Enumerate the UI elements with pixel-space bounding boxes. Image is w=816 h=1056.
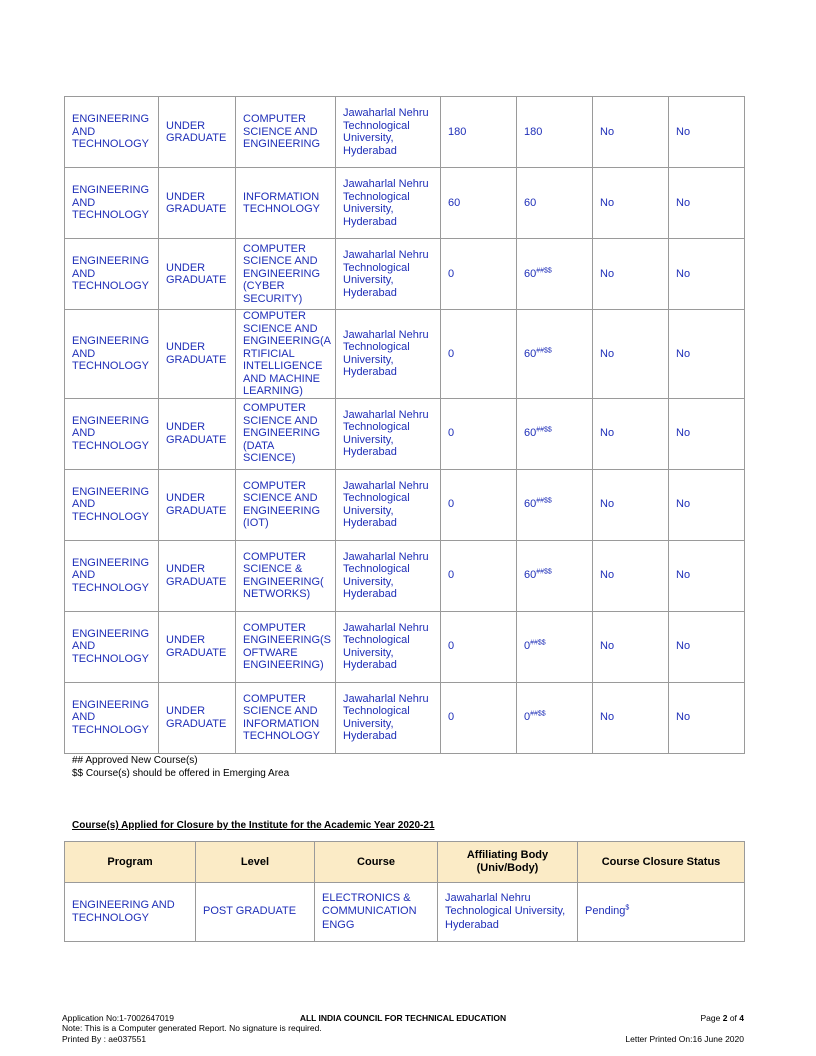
cell-intake-current [517, 239, 593, 310]
cell-col-b [669, 469, 745, 540]
cell-level-text: UNDER GRADUATE [166, 563, 227, 588]
cell-course [236, 97, 336, 168]
cell-level [159, 682, 236, 753]
header-course: Course [315, 842, 438, 883]
cell-program [65, 540, 159, 611]
cell-intake-approved [441, 469, 517, 540]
cell-course-text: COMPUTER ENGINEERING(S OFTWARE ENGINEERING) [243, 621, 332, 671]
cell-course-text: COMPUTER SCIENCE AND ENGINEERING (IOT) [243, 479, 321, 529]
cell-col-a-text: No [600, 125, 615, 138]
cell-col-a [593, 682, 669, 753]
cell-affiliating-body-text: Jawaharlal Nehru Technological University, Hyderabad [343, 692, 429, 742]
cell-affiliating-body-text: Jawaharlal Nehru Technological University, Hyderabad [343, 479, 429, 529]
cell-affiliating-body-text: Jawaharlal Nehru Technological University, Hyderabad [343, 107, 429, 157]
cell-col-a [593, 469, 669, 540]
cell-affiliating-body [336, 540, 441, 611]
cell-program [65, 611, 159, 682]
closure-course: ELECTRONICS & COMMUNICATION ENGG [315, 883, 438, 942]
cell-intake-approved-text: 60 [448, 196, 461, 209]
cell-intake-approved [441, 310, 517, 399]
intake-mark: ##$$ [536, 346, 552, 354]
cell-level-text: UNDER GRADUATE [166, 492, 227, 517]
closure-status [578, 883, 745, 942]
footer-council-name: ALL INDIA COUNCIL FOR TECHNICAL EDUCATION [299, 1013, 507, 1023]
cell-course-text: INFORMATION TECHNOLOGY [243, 190, 321, 215]
cell-program-text: ENGINEERING AND TECHNOLOGY [72, 255, 150, 293]
cell-col-a-text: No [600, 640, 615, 653]
cell-intake-current-text: 60 [524, 196, 537, 209]
cell-level-text: UNDER GRADUATE [166, 190, 227, 215]
course-row [65, 310, 745, 399]
cell-intake-current [517, 168, 593, 239]
cell-col-b [669, 168, 745, 239]
cell-col-a-text: No [600, 569, 615, 582]
cell-col-a-text: No [600, 711, 615, 724]
cell-course [236, 398, 336, 469]
cell-intake-current [517, 398, 593, 469]
cell-col-b-text: No [676, 196, 691, 209]
approved-courses-table [64, 96, 745, 754]
header-closure-status: Course Closure Status [578, 842, 745, 883]
page-prefix: Page [700, 1013, 723, 1023]
cell-intake-approved [441, 611, 517, 682]
closure-status-mark: $ [625, 904, 630, 912]
cell-program-text: ENGINEERING AND TECHNOLOGY [72, 627, 150, 665]
cell-intake-approved-text: 0 [448, 640, 455, 653]
cell-col-a [593, 310, 669, 399]
cell-level [159, 469, 236, 540]
cell-affiliating-body-text: Jawaharlal Nehru Technological University, Hyderabad [343, 621, 429, 671]
cell-level-text: UNDER GRADUATE [166, 119, 227, 144]
cell-course-text: COMPUTER SCIENCE AND ENGINEERING (CYBER SECURITY) [243, 242, 321, 305]
header-program: Program [65, 842, 196, 883]
cell-level-text: UNDER GRADUATE [166, 421, 227, 446]
cell-col-b-text: No [676, 640, 691, 653]
cell-program-text: ENGINEERING AND TECHNOLOGY [72, 184, 150, 222]
cell-intake-current-text: 60 [524, 267, 537, 280]
closure-header-row [65, 842, 745, 883]
intake-mark: ##$$ [530, 710, 546, 718]
cell-col-a-text: No [600, 347, 615, 360]
cell-program-text: ENGINEERING AND TECHNOLOGY [72, 698, 150, 736]
cell-col-b [669, 310, 745, 399]
closure-level: POST GRADUATE [196, 883, 315, 942]
cell-col-b [669, 611, 745, 682]
closure-row [65, 883, 745, 942]
cell-level-text: UNDER GRADUATE [166, 634, 227, 659]
cell-program [65, 469, 159, 540]
cell-course-text: COMPUTER SCIENCE AND ENGINEERING (DATA SCIENCE) [243, 402, 321, 465]
cell-level [159, 97, 236, 168]
course-row [65, 682, 745, 753]
cell-affiliating-body [336, 682, 441, 753]
cell-program-text: ENGINEERING AND TECHNOLOGY [72, 485, 150, 523]
cell-col-b [669, 97, 745, 168]
cell-course [236, 469, 336, 540]
cell-col-b-text: No [676, 125, 691, 138]
note-approved-new: ## Approved New Course(s) [72, 755, 198, 766]
course-row [65, 97, 745, 168]
cell-col-a [593, 168, 669, 239]
intake-mark: ##$$ [536, 267, 552, 275]
course-row [65, 239, 745, 310]
intake-mark: ##$$ [536, 568, 552, 576]
cell-intake-approved-text: 0 [448, 347, 455, 360]
cell-col-a-text: No [600, 196, 615, 209]
footer-letter-printed: Letter Printed On:16 June 2020 [625, 1034, 744, 1044]
cell-course-text: COMPUTER SCIENCE AND ENGINEERING(A RTIFICIAL INTELLIGENCE AND MACHINE LEARNING) [243, 310, 331, 397]
cell-intake-current-text: 180 [524, 125, 543, 138]
cell-level [159, 540, 236, 611]
cell-intake-current [517, 611, 593, 682]
cell-level [159, 310, 236, 399]
cell-level [159, 611, 236, 682]
cell-intake-current [517, 469, 593, 540]
cell-intake-approved-text: 0 [448, 267, 455, 280]
cell-intake-approved [441, 239, 517, 310]
cell-program [65, 97, 159, 168]
cell-affiliating-body [336, 239, 441, 310]
cell-col-a [593, 239, 669, 310]
cell-intake-current-text: 0 [524, 640, 531, 653]
page-of: of [727, 1013, 740, 1023]
footer-application-no: Application No:1-7002647019 [62, 1013, 175, 1023]
cell-level-text: UNDER GRADUATE [166, 341, 227, 366]
cell-course [236, 168, 336, 239]
cell-program-text: ENGINEERING AND TECHNOLOGY [72, 556, 150, 594]
cell-intake-approved-text: 0 [448, 427, 455, 440]
note-emerging-area: $$ Course(s) should be offered in Emerging Area [72, 767, 290, 779]
cell-intake-approved-text: 0 [448, 498, 455, 511]
cell-intake-current-text: 60 [524, 347, 537, 360]
cell-course-text: COMPUTER SCIENCE & ENGINEERING( NETWORKS) [243, 550, 324, 600]
cell-affiliating-body [336, 611, 441, 682]
cell-intake-current-text: 60 [524, 427, 537, 440]
cell-affiliating-body [336, 168, 441, 239]
footer-printed-by: Printed By : ae037551 [62, 1034, 147, 1044]
closure-section-title: Course(s) Applied for Closure by the Institute for the Academic Year 2020-21 [72, 820, 435, 831]
footer-note: Note: This is a Computer generated Report. No signature is required. [62, 1023, 322, 1033]
cell-intake-approved [441, 682, 517, 753]
cell-col-b [669, 239, 745, 310]
cell-col-b-text: No [676, 711, 691, 724]
cell-col-b [669, 398, 745, 469]
cell-intake-approved [441, 97, 517, 168]
cell-program [65, 682, 159, 753]
cell-level-text: UNDER GRADUATE [166, 705, 227, 730]
cell-col-a-text: No [600, 427, 615, 440]
approved-courses-body [65, 97, 745, 754]
cell-course [236, 310, 336, 399]
closure-table [64, 841, 745, 942]
cell-intake-current [517, 310, 593, 399]
course-row [65, 469, 745, 540]
cell-affiliating-body [336, 398, 441, 469]
cell-col-a [593, 97, 669, 168]
closure-program: ENGINEERING AND TECHNOLOGY [65, 883, 196, 942]
cell-affiliating-body [336, 469, 441, 540]
closure-affiliating-body: Jawaharlal Nehru Technological University, Hyderabad [438, 883, 578, 942]
cell-intake-current-text: 0 [524, 711, 531, 724]
cell-affiliating-body-text: Jawaharlal Nehru Technological University, Hyderabad [343, 178, 429, 228]
course-row [65, 168, 745, 239]
page-total: 4 [739, 1013, 744, 1023]
course-row [65, 540, 745, 611]
course-row [65, 398, 745, 469]
intake-mark: ##$$ [530, 639, 546, 647]
cell-intake-current-text: 60 [524, 498, 537, 511]
cell-col-a [593, 611, 669, 682]
cell-intake-approved [441, 168, 517, 239]
cell-col-a-text: No [600, 267, 615, 280]
cell-intake-current-text: 60 [524, 569, 537, 582]
cell-affiliating-body [336, 97, 441, 168]
closure-status-text: Pending [585, 905, 626, 918]
cell-intake-approved [441, 398, 517, 469]
cell-program-text: ENGINEERING AND TECHNOLOGY [72, 335, 150, 372]
cell-intake-current [517, 97, 593, 168]
cell-affiliating-body [336, 310, 441, 399]
cell-program [65, 239, 159, 310]
intake-mark: ##$$ [536, 497, 552, 505]
cell-level [159, 168, 236, 239]
cell-level [159, 398, 236, 469]
cell-course-text: COMPUTER SCIENCE AND ENGINEERING [243, 113, 321, 151]
cell-intake-current [517, 540, 593, 611]
header-affiliating-body: Affiliating Body (Univ/Body) [438, 842, 578, 883]
cell-program-text: ENGINEERING AND TECHNOLOGY [72, 414, 150, 452]
intake-mark: ##$$ [536, 426, 552, 434]
cell-affiliating-body-text: Jawaharlal Nehru Technological University, Hyderabad [343, 249, 429, 299]
course-row [65, 611, 745, 682]
cell-col-a [593, 398, 669, 469]
cell-col-b-text: No [676, 427, 691, 440]
cell-affiliating-body-text: Jawaharlal Nehru Technological University, Hyderabad [343, 328, 429, 379]
cell-col-b-text: No [676, 498, 691, 511]
cell-intake-approved [441, 540, 517, 611]
cell-course [236, 682, 336, 753]
cell-affiliating-body-text: Jawaharlal Nehru Technological University, Hyderabad [343, 408, 429, 458]
cell-intake-approved-text: 0 [448, 569, 455, 582]
header-level: Level [196, 842, 315, 883]
cell-course-text: COMPUTER SCIENCE AND INFORMATION TECHNOLOGY [243, 692, 321, 742]
cell-program [65, 310, 159, 399]
table-notes [72, 755, 289, 780]
cell-col-b-text: No [676, 569, 691, 582]
cell-col-a-text: No [600, 498, 615, 511]
cell-program-text: ENGINEERING AND TECHNOLOGY [72, 113, 150, 151]
cell-level [159, 239, 236, 310]
cell-intake-approved-text: 0 [448, 711, 455, 724]
cell-col-b-text: No [676, 267, 691, 280]
cell-course [236, 239, 336, 310]
cell-col-a [593, 540, 669, 611]
cell-col-b [669, 682, 745, 753]
cell-col-b-text: No [676, 347, 691, 360]
cell-program [65, 398, 159, 469]
cell-affiliating-body-text: Jawaharlal Nehru Technological University, Hyderabad [343, 550, 429, 600]
cell-course [236, 540, 336, 611]
cell-col-b [669, 540, 745, 611]
cell-intake-approved-text: 180 [448, 125, 467, 138]
cell-level-text: UNDER GRADUATE [166, 261, 227, 286]
footer-page-number [701, 1013, 745, 1023]
cell-program [65, 168, 159, 239]
page-current: 2 [722, 1013, 728, 1023]
cell-intake-current [517, 682, 593, 753]
cell-course [236, 611, 336, 682]
